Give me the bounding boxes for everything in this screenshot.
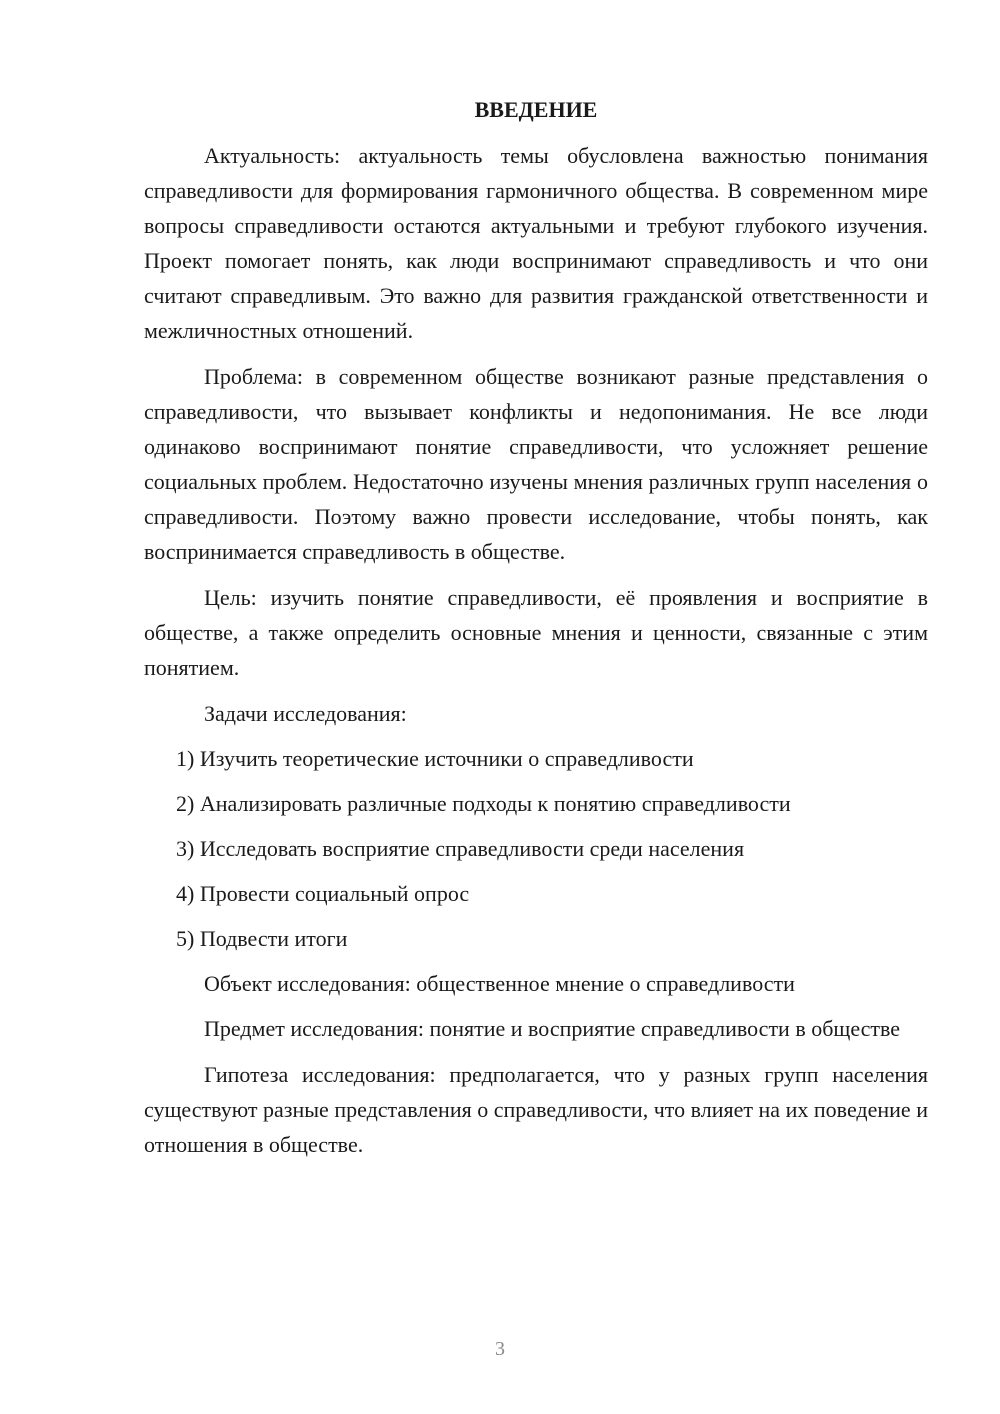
goal-paragraph: Цель: изучить понятие справедливости, её проявления и восприятие в обществе, а также определить основные мнения и ценности, связанные с этим понятием. (144, 585, 928, 680)
page-number: 3 (495, 1338, 505, 1360)
section-title: ВВЕДЕНИЕ (474, 97, 598, 122)
tasks-list (144, 741, 928, 956)
page-content (144, 92, 928, 1173)
task-item: 1) Изучить теоретические источники о справедливости (176, 746, 694, 771)
hypothesis-paragraph: Гипотеза исследования: предполагается, что у разных групп населения существуют разные представления о справедливости, что влияет на их поведение и отношения в обществе. (144, 1062, 928, 1157)
subject-paragraph: Предмет исследования: понятие и восприятие справедливости в обществе (204, 1016, 901, 1041)
relevance-paragraph: Актуальность: актуальность темы обусловлена важностью понимания справедливости для формирования гармоничного общества. В современном мире вопросы справедливости остаются актуальными и требуют глубокого изучения. Проект помогает понять, как люди воспринимают справедливость и что они считают справедливым. Это важно для развития гражданской ответственности и межличностных отношений. (144, 143, 928, 343)
task-item: 3) Исследовать восприятие справедливости среди населения (176, 836, 745, 861)
task-item: 5) Подвести итоги (176, 926, 348, 951)
tasks-heading: Задачи исследования: (204, 701, 407, 726)
problem-paragraph: Проблема: в современном обществе возникают разные представления о справедливости, что вызывает конфликты и недопонимания. Не все люди одинаково воспринимают понятие справедливости, что усложняет решение социальных проблем. Недостаточно изучены мнения различных групп населения о справедливости. Поэтому важно провести исследование, чтобы понять, как воспринимается справедливость в обществе. (144, 364, 928, 564)
object-paragraph: Объект исследования: общественное мнение о справедливости (204, 971, 795, 996)
task-item: 4) Провести социальный опрос (176, 881, 470, 906)
task-item: 2) Анализировать различные подходы к понятию справедливости (176, 791, 791, 816)
